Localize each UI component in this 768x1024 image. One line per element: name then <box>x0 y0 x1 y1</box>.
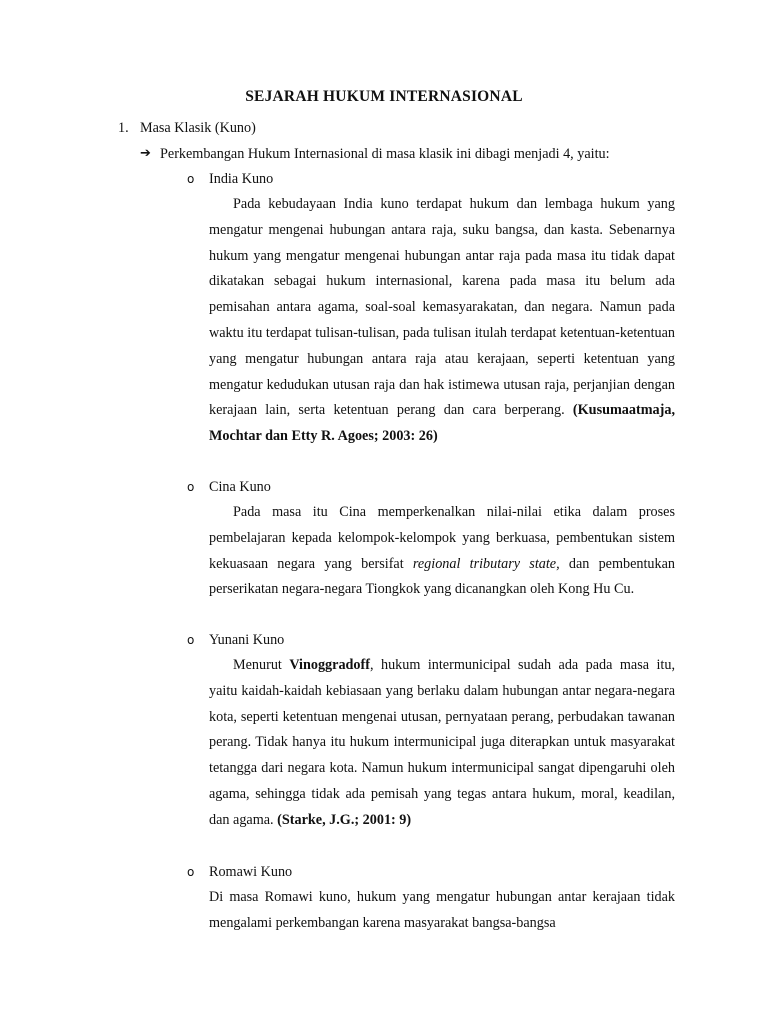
bullet-icon: o <box>187 172 195 186</box>
paragraph-text: dan pembentukan perserikatan negara-negara Tiongkok yang dicanangkan oleh Kong Hu Cu. <box>209 555 676 598</box>
item-heading-yunani: Yunani Kuno <box>209 632 285 648</box>
section-number: 1. <box>118 120 129 136</box>
paragraph-india <box>209 192 675 450</box>
item-heading-cina: Cina Kuno <box>209 479 271 495</box>
bold-name: Vinoggradoff <box>289 657 370 673</box>
paragraph-text: Di masa Romawi kuno, hukum yang mengatur hubungan antar kerajaan tidak mengalami perkembangan karena masyarakat bangsa-bangsa <box>209 889 675 931</box>
paragraph-text: , hukum intermunicipal sudah ada pada masa itu, yaitu kaidah-kaidah kebiasaan yang berlaku dalam hubungan antar negara-negara kota, seperti ketentuan mengenai utusan, pernyataan perang, perbudakan tawanan perang. Tidak hanya itu hukum intermunicipal juga diterapkan untuk masyarakat tetangga dari negara kota. Namun hukum intermunicipal sangat dipengaruhi oleh agama, sehingga tidak ada pemisah yang tegas antara hukum, moral, keadilan, dan agama. <box>209 657 675 828</box>
item-heading-romawi: Romawi Kuno <box>209 864 293 880</box>
paragraph-cina <box>209 500 675 603</box>
bullet-icon: o <box>187 865 195 879</box>
italic-term: regional tributary state, <box>412 555 560 572</box>
citation: (Kusumaatmaja, Mochtar dan Etty R. Agoes; 2003: 26) <box>209 402 675 445</box>
citation: (Starke, J.G.; 2001: 9) <box>277 811 412 828</box>
intro-text: Perkembangan Hukum Internasional di masa klasik ini dibagi menjadi 4, yaitu: <box>160 146 610 162</box>
item-heading-india: India Kuno <box>209 171 274 187</box>
paragraph-yunani <box>209 653 675 834</box>
paragraph-text: Pada masa itu Cina memperkenalkan nilai-nilai etika dalam proses pembelajaran kepada kelompok-kelompok yang berkuasa, pembentukan sistem kekuasaan negara yang bersifat <box>209 504 675 572</box>
paragraph-text: Pada kebudayaan India kuno terdapat hukum dan lembaga hukum yang mengatur mengenai hubungan antara raja, suku bangsa, dan kasta. Sebenarnya hukum yang mengatur mengenai hubungan antar raja pada masa itu tidak dapat dikatakan sebagai hukum internasional, karena pada masa itu belum ada pemisahan antara agama, soal-soal kemasyarakatan, dan negara. Namun pada waktu itu terdapat tulisan-tulisan, pada tulisan itulah terdapat ketentuan-ketentuan yang mengatur hubungan antara raja atau kerajaan, seperti ketentuan yang mengatur kedudukan utusan raja dan hak istimewa utusan raja, perjanjian dengan kerajaan lain, serta ketentuan perang dan cara berperang. <box>209 196 675 419</box>
page-title: SEJARAH HUKUM INTERNASIONAL <box>245 88 523 105</box>
bullet-icon: o <box>187 480 195 494</box>
paragraph-text: Menurut <box>233 657 290 673</box>
arrow-icon: ➔ <box>140 146 151 161</box>
bullet-icon: o <box>187 633 195 647</box>
section-heading: Masa Klasik (Kuno) <box>140 120 256 136</box>
paragraph-romawi <box>209 885 675 937</box>
